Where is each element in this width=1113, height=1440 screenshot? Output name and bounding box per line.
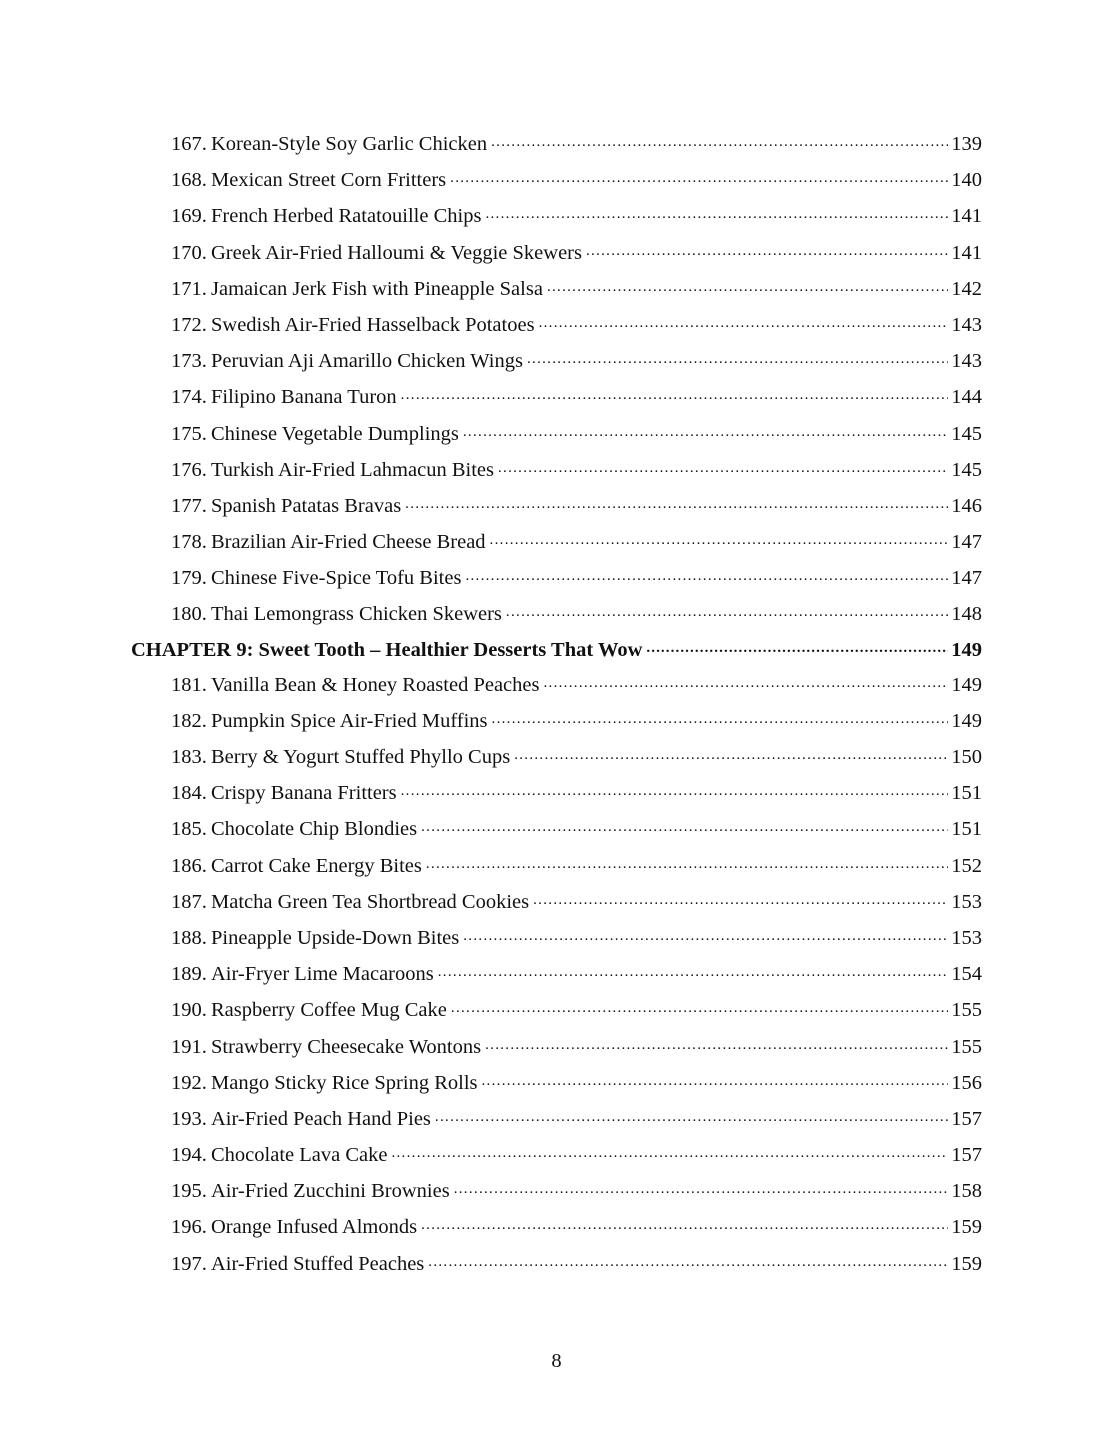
entry-page: 147 <box>951 531 982 554</box>
dot-leader <box>463 923 948 944</box>
dot-leader <box>506 600 948 621</box>
toc-entry[interactable] <box>131 1246 982 1282</box>
toc-entry[interactable] <box>131 488 982 524</box>
entry-page: 157 <box>951 1107 982 1130</box>
entry-page: 153 <box>951 890 982 913</box>
toc-entry[interactable] <box>131 162 982 198</box>
entry-page: 159 <box>951 1252 982 1275</box>
entry-title: Crispy Banana Fritters <box>211 782 397 805</box>
toc-entry[interactable] <box>131 1173 982 1209</box>
dot-leader <box>482 1068 949 1089</box>
dot-leader <box>527 347 948 368</box>
dot-leader <box>426 851 948 872</box>
dot-leader <box>451 996 948 1017</box>
entry-number: 176. <box>171 458 207 481</box>
entry-number: 187. <box>171 890 207 913</box>
table-of-contents <box>131 126 982 1282</box>
entry-page: 141 <box>951 205 982 228</box>
toc-chapter-heading[interactable] <box>131 633 982 667</box>
entry-number: 178. <box>171 531 207 554</box>
entry-page: 145 <box>951 422 982 445</box>
toc-entry[interactable] <box>131 1029 982 1065</box>
entry-number: 172. <box>171 313 207 336</box>
entry-title: Swedish Air-Fried Hasselback Potatoes <box>211 313 535 336</box>
entry-page: 139 <box>951 133 982 155</box>
entry-number: 192. <box>171 1071 207 1094</box>
dot-leader <box>421 1213 948 1234</box>
dot-leader <box>465 564 948 585</box>
dot-leader <box>454 1177 949 1198</box>
dot-leader <box>401 383 949 404</box>
entry-title: Thai Lemongrass Chicken Skewers <box>211 603 502 626</box>
toc-entry[interactable] <box>131 126 982 162</box>
dot-leader <box>646 635 948 656</box>
entry-number: 191. <box>171 1035 207 1058</box>
entry-page: 146 <box>951 494 982 517</box>
toc-entry[interactable] <box>131 271 982 307</box>
entry-page: 155 <box>951 999 982 1022</box>
entry-page: 159 <box>951 1216 982 1239</box>
toc-entry[interactable] <box>131 379 982 415</box>
entry-number: 168. <box>171 169 207 192</box>
toc-entry[interactable] <box>131 992 982 1028</box>
toc-entry[interactable] <box>131 848 982 884</box>
toc-entry[interactable] <box>131 596 982 632</box>
entry-title: Chinese Vegetable Dumplings <box>211 422 459 445</box>
toc-entry[interactable] <box>131 1209 982 1245</box>
entry-title: Chocolate Lava Cake <box>211 1144 388 1167</box>
dot-leader <box>391 1141 948 1162</box>
entry-page: 147 <box>951 567 982 590</box>
entry-title: Orange Infused Almonds <box>211 1216 418 1239</box>
toc-entry[interactable] <box>131 1137 982 1173</box>
entry-page: 151 <box>951 818 982 841</box>
dot-leader <box>405 491 948 512</box>
entry-page: 149 <box>951 709 982 732</box>
entry-page: 153 <box>951 926 982 949</box>
entry-number: 189. <box>171 963 207 986</box>
entry-page: 143 <box>951 313 982 336</box>
entry-number: 171. <box>171 277 207 300</box>
dot-leader <box>428 1249 948 1270</box>
dot-leader <box>533 887 948 908</box>
entry-title: Filipino Banana Turon <box>211 386 397 409</box>
entry-number: 184. <box>171 782 207 805</box>
toc-entries-after <box>131 667 982 1282</box>
dot-leader <box>547 274 948 295</box>
entry-title: Carrot Cake Energy Bites <box>211 854 422 877</box>
entry-number: 175. <box>171 422 207 445</box>
entry-number: 188. <box>171 926 207 949</box>
toc-entry[interactable] <box>131 1065 982 1101</box>
entry-title: Air-Fried Zucchini Brownies <box>211 1180 450 1203</box>
dot-leader <box>485 202 948 223</box>
entry-number: 170. <box>171 241 207 264</box>
toc-entry[interactable] <box>131 667 982 703</box>
entry-title: Raspberry Coffee Mug Cake <box>211 999 447 1022</box>
toc-entry[interactable] <box>131 307 982 343</box>
dot-leader <box>450 166 948 187</box>
dot-leader <box>539 310 949 331</box>
entry-number: 179. <box>171 567 207 590</box>
entry-page: 156 <box>951 1071 982 1094</box>
dot-leader <box>492 706 949 727</box>
entry-number: 185. <box>171 818 207 841</box>
dot-leader <box>463 419 948 440</box>
entry-number: 194. <box>171 1144 207 1167</box>
entry-page: 155 <box>951 1035 982 1058</box>
entry-page: 158 <box>951 1180 982 1203</box>
dot-leader <box>491 130 948 151</box>
dot-leader <box>438 960 949 981</box>
entry-page: 150 <box>951 746 982 768</box>
entry-page: 157 <box>951 1144 982 1167</box>
dot-leader <box>421 815 948 836</box>
dot-leader <box>485 1032 948 1053</box>
entry-number: 181. <box>171 673 207 696</box>
toc-entry[interactable] <box>131 703 982 739</box>
entry-title: Peruvian Aji Amarillo Chicken Wings <box>211 350 523 373</box>
toc-entry[interactable] <box>131 956 982 992</box>
entry-number: 186. <box>171 854 207 877</box>
dot-leader <box>514 743 948 764</box>
entry-number: 169. <box>171 205 207 228</box>
entry-number: 177. <box>171 494 207 517</box>
entry-title: Air-Fried Stuffed Peaches <box>211 1252 425 1275</box>
page-number: 8 <box>551 1350 562 1372</box>
entry-page: 141 <box>951 241 982 264</box>
entry-title: Vanilla Bean & Honey Roasted Peaches <box>211 673 540 696</box>
dot-leader <box>401 779 949 800</box>
entry-number: 173. <box>171 350 207 373</box>
toc-entry[interactable] <box>131 560 982 596</box>
entry-page: 143 <box>951 350 982 373</box>
entry-title: Pumpkin Spice Air-Fried Muffins <box>211 709 488 732</box>
entry-page: 148 <box>951 603 982 626</box>
toc-entries-before <box>131 126 982 633</box>
toc-entry[interactable] <box>131 739 982 775</box>
dot-leader <box>435 1104 948 1125</box>
entry-number: 197. <box>171 1252 207 1275</box>
entry-title: Jamaican Jerk Fish with Pineapple Salsa <box>211 277 543 300</box>
dot-leader <box>543 670 948 691</box>
entry-title: Strawberry Cheesecake Wontons <box>211 1035 482 1058</box>
toc-entry[interactable] <box>131 775 982 811</box>
entry-page: 152 <box>951 854 982 877</box>
entry-title: Korean-Style Soy Garlic Chicken <box>211 133 488 155</box>
entry-title: Turkish Air-Fried Lahmacun Bites <box>211 458 494 481</box>
toc-entry[interactable] <box>131 920 982 956</box>
entry-title: Berry & Yogurt Stuffed Phyllo Cups <box>211 746 511 768</box>
toc-entry[interactable] <box>131 198 982 234</box>
entry-number: 180. <box>171 603 207 626</box>
entry-page: 151 <box>951 782 982 805</box>
entry-number: 167. <box>171 133 207 155</box>
dot-leader <box>490 528 949 549</box>
toc-entry[interactable] <box>131 452 982 488</box>
entry-page: 140 <box>951 169 982 192</box>
entry-page: 149 <box>951 673 982 696</box>
toc-entry[interactable] <box>131 524 982 560</box>
toc-entry[interactable] <box>131 416 982 452</box>
entry-page: 144 <box>951 386 982 409</box>
entry-page: 145 <box>951 458 982 481</box>
entry-title: French Herbed Ratatouille Chips <box>211 205 482 228</box>
entry-page: 142 <box>951 277 982 300</box>
entry-title: Matcha Green Tea Shortbread Cookies <box>211 890 530 913</box>
entry-title: Spanish Patatas Bravas <box>211 494 402 517</box>
entry-title: Greek Air-Fried Halloumi & Veggie Skewers <box>211 241 582 264</box>
toc-entry[interactable] <box>131 1101 982 1137</box>
dot-leader <box>498 455 948 476</box>
dot-leader <box>586 238 948 259</box>
entry-number: 174. <box>171 386 207 409</box>
entry-number: 183. <box>171 746 207 768</box>
entry-title: Chocolate Chip Blondies <box>211 818 418 841</box>
entry-page: 154 <box>951 963 982 986</box>
entry-title: Pineapple Upside-Down Bites <box>211 926 460 949</box>
entry-number: 182. <box>171 709 207 732</box>
chapter-title: CHAPTER 9: Sweet Tooth – Healthier Desserts That Wow <box>131 638 643 661</box>
toc-entry[interactable] <box>131 343 982 379</box>
entry-title: Air-Fryer Lime Macaroons <box>211 963 434 986</box>
entry-title: Air-Fried Peach Hand Pies <box>211 1107 431 1130</box>
entry-number: 193. <box>171 1107 207 1130</box>
entry-number: 196. <box>171 1216 207 1239</box>
chapter-page: 149 <box>951 638 982 661</box>
toc-entry[interactable] <box>131 235 982 271</box>
entry-title: Mexican Street Corn Fritters <box>211 169 447 192</box>
entry-title: Chinese Five-Spice Tofu Bites <box>211 567 462 590</box>
entry-title: Brazilian Air-Fried Cheese Bread <box>211 531 486 554</box>
entry-number: 195. <box>171 1180 207 1203</box>
entry-title: Mango Sticky Rice Spring Rolls <box>211 1071 478 1094</box>
toc-entry[interactable] <box>131 811 982 847</box>
toc-entry[interactable] <box>131 884 982 920</box>
entry-number: 190. <box>171 999 207 1022</box>
